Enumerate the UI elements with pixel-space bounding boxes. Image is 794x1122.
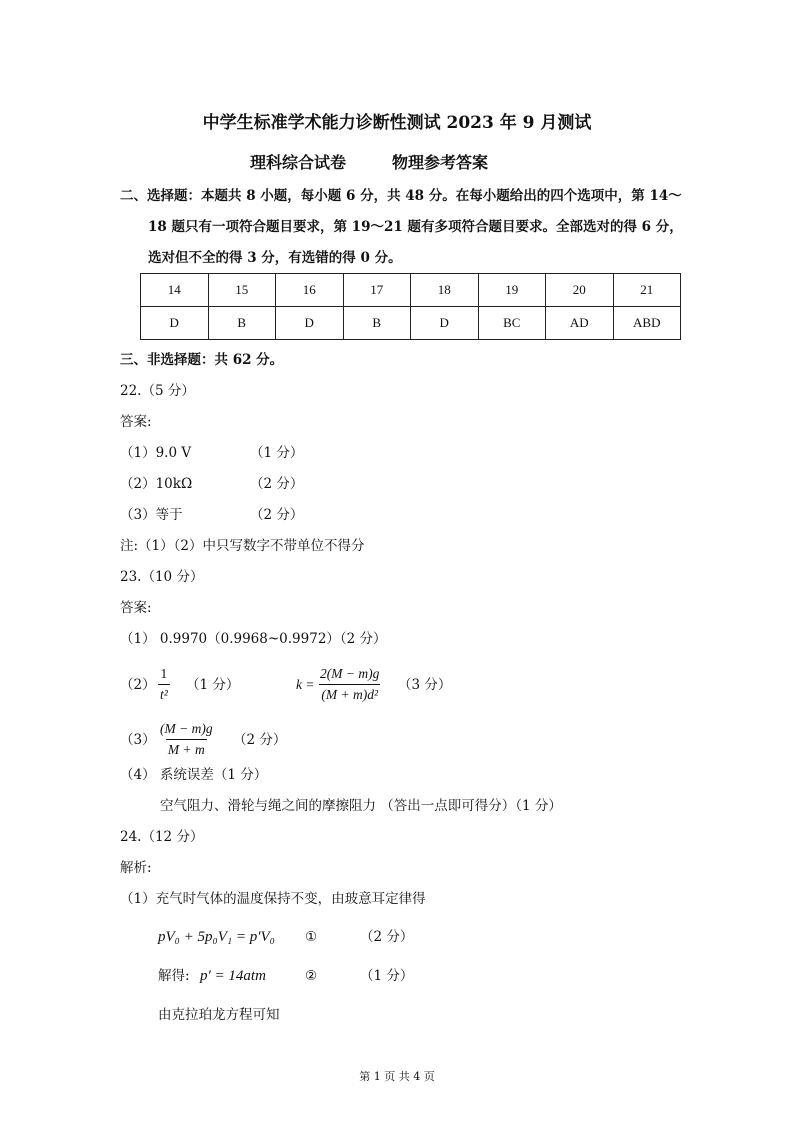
q23-answer-label: 答案: — [120, 600, 152, 616]
exam-name: 理科综合试卷 — [250, 153, 347, 172]
q23-part3-label: （3） — [120, 732, 156, 748]
q24-equation2: p′ = 14atm — [200, 968, 266, 984]
q24-equation2-score: （1 分） — [360, 968, 414, 984]
k-formula-fraction — [318, 665, 381, 704]
q24-part1: （1）充气时气体的温度保持不变，由玻意耳定律得 — [120, 891, 426, 907]
q23-part2-fraction — [158, 665, 170, 704]
q22-part3-score: （2 分） — [250, 507, 304, 523]
question-number: 14 — [141, 274, 209, 307]
section3-heading: 三、非选择题：共 62 分。 — [120, 352, 284, 368]
question-number: 21 — [613, 274, 681, 307]
answer-cell: B — [208, 307, 276, 340]
q23-part3-score: （2 分） — [233, 732, 287, 748]
answer-cell: ABD — [613, 307, 681, 340]
fraction-numerator: 2(M − m)g — [320, 666, 380, 681]
q23-part2-label: （2） — [120, 677, 156, 693]
fraction-denominator: M + m — [166, 739, 207, 759]
section2-line3: 选对但不全的得 3 分，有选错的得 0 分。 — [148, 250, 402, 266]
answer-cell: D — [411, 307, 479, 340]
k-formula-score: （3 分） — [398, 677, 452, 693]
q22-heading: 22.（5 分） — [120, 383, 195, 399]
q24-last-line: 由克拉珀龙方程可知 — [158, 1007, 280, 1023]
q24-equation1-mark: ① — [305, 929, 318, 945]
question-number: 20 — [546, 274, 614, 307]
question-number: 16 — [276, 274, 344, 307]
question-number: 18 — [411, 274, 479, 307]
fraction-numerator: 1 — [160, 666, 168, 681]
q23-heading: 23.（10 分） — [120, 569, 204, 585]
q22-answer-label: 答案: — [120, 414, 152, 430]
fraction — [318, 665, 381, 704]
q22-part2-score: （2 分） — [250, 476, 304, 492]
answer-row — [141, 307, 681, 340]
answer-key-label: 物理参考答案 — [392, 153, 489, 172]
q24-analysis-label: 解析: — [120, 860, 152, 876]
q23-part4-detail: 空气阻力、滑轮与绳之间的摩擦阻力 （答出一点即可得分）（1 分） — [160, 798, 562, 814]
fraction — [158, 720, 215, 759]
page-footer: 第 1 页 共 4 页 — [359, 1070, 435, 1083]
fraction-numerator: (M − m)g — [160, 721, 213, 736]
answer-cell: B — [343, 307, 411, 340]
section2-line1: 二、选择题：本题共 8 小题，每小题 6 分，共 48 分。在每小题给出的四个选项中，第 14～ — [120, 188, 682, 204]
fraction — [158, 665, 170, 704]
q24-equation1-score: （2 分） — [360, 929, 414, 945]
q23-part1: （1） 0.9970（0.9968~0.9972）（2 分） — [120, 631, 387, 647]
q22-part1: （1）9.0 V — [120, 445, 192, 461]
answer-cell: D — [276, 307, 344, 340]
fraction-denominator: t² — [158, 684, 170, 704]
q23-part2-score: （1 分） — [186, 677, 240, 693]
answer-table — [140, 273, 681, 340]
question-number: 17 — [343, 274, 411, 307]
question-number: 19 — [478, 274, 546, 307]
q22-note: 注:（1）（2）中只写数字不带单位不得分 — [120, 538, 365, 554]
answer-cell: D — [141, 307, 209, 340]
k-formula-lhs: k = — [296, 677, 315, 692]
q24-equation1: pV₀ + 5p₀V₁ = p′V₀ — [158, 929, 275, 945]
answer-cell: AD — [546, 307, 614, 340]
answer-cell: BC — [478, 307, 546, 340]
q24-equation2-mark: ② — [305, 968, 318, 984]
q23-part3-fraction — [158, 720, 215, 759]
q23-part4: （4） 系统误差（1 分） — [120, 767, 268, 783]
section2-line2: 18 题只有一项符合题目要求，第 19～21 题有多项符合题目要求。全部选对的得 6 分， — [148, 219, 683, 235]
q22-part1-score: （1 分） — [250, 445, 304, 461]
document-title: 中学生标准学术能力诊断性测试 2023 年 9 月测试 — [202, 113, 592, 133]
question-number: 15 — [208, 274, 276, 307]
q22-part3: （3）等于 — [120, 507, 183, 523]
q24-heading: 24.（12 分） — [120, 829, 204, 845]
q24-solution-prefix: 解得: — [158, 968, 190, 984]
fraction-denominator: (M + m)d² — [319, 684, 380, 704]
q22-part2: （2）10kΩ — [120, 476, 193, 492]
question-number-row — [141, 274, 681, 307]
